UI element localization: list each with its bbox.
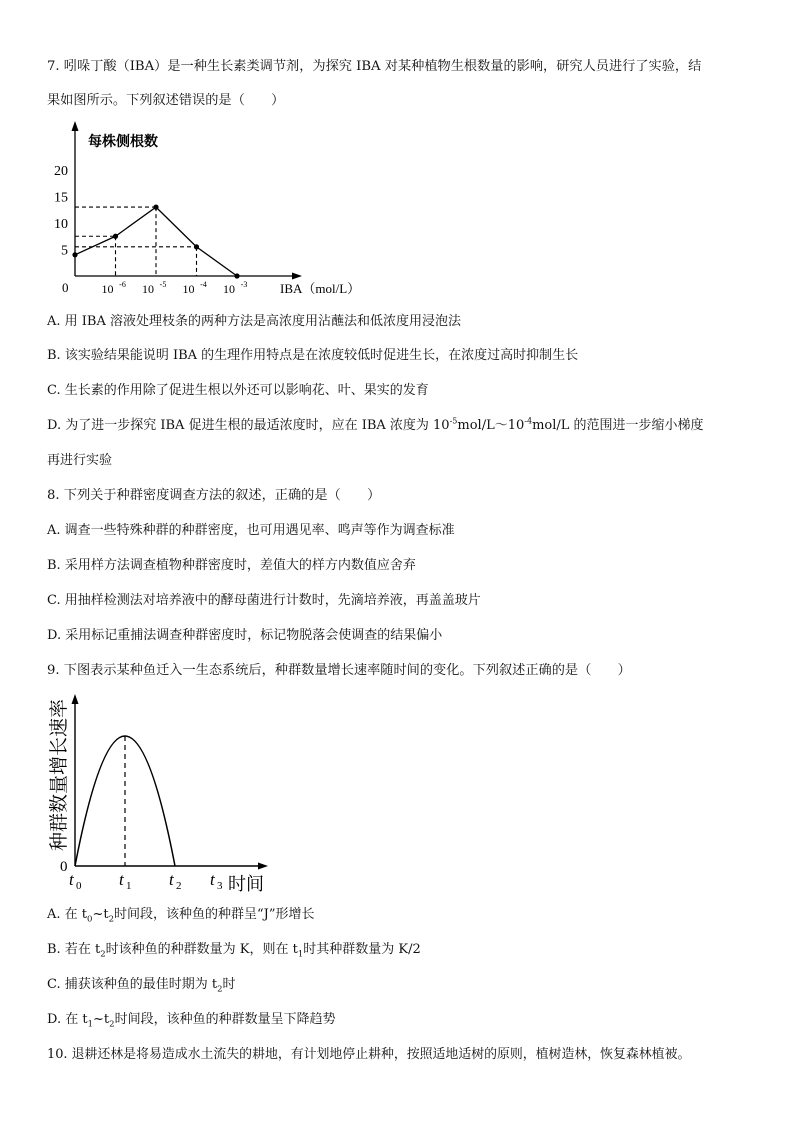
data-point [72, 252, 77, 257]
opt-text: A. 在 t [47, 907, 88, 922]
y-tick-label: 15 [54, 190, 68, 206]
x-tick-label: 10 [223, 282, 235, 296]
opt-text: C. 捕获该种鱼的最佳时期为 t [47, 977, 218, 992]
x-tick-label: t [210, 870, 215, 889]
x-tick-label: t [69, 870, 74, 889]
y-axis-arrow [72, 694, 79, 704]
opt-text: 时其种群数量为 K/2 [303, 942, 421, 957]
data-point [194, 244, 199, 249]
q7-stem-line2: 果如图所示。下列叙述错误的是（ ） [47, 93, 285, 108]
x-tick-label: 10 [182, 282, 195, 296]
sub: 2 [217, 984, 223, 995]
origin-label: 0 [60, 859, 68, 875]
opt-text: 时该种鱼的种群数量为 K，则在 t [105, 942, 298, 957]
y-tick-label: 5 [61, 243, 68, 259]
x-tick-sub: 2 [176, 880, 182, 892]
x-tick-exp: -4 [200, 280, 207, 289]
growth-rate-chart [44, 690, 284, 900]
q7-stem-line1: 7. 吲哚丁酸（IBA）是一种生长素类调节剂，为探究 IBA 对某种植物生根数量的影响，研究人员进行了实验，结 [47, 59, 702, 74]
x-tick-label: 10 [101, 282, 114, 296]
sub: 1 [87, 1019, 94, 1030]
opt-text: 时 [222, 977, 236, 992]
x-tick-exp: -3 [240, 280, 248, 289]
sub: 1 [297, 949, 304, 960]
y-tick-label: 20 [54, 164, 68, 179]
x-tick-label: t [119, 870, 124, 889]
x-tick-sub: 3 [217, 880, 223, 892]
data-point [234, 273, 239, 278]
opt-text: 时间段，该种鱼的种群呈“J”形增长 [113, 907, 315, 922]
q8-option-c[interactable]: C. 用抽样检测法对培养液中的酵母菌进行计数时，先滴培养液，再盖盖玻片 [47, 593, 481, 608]
opt-d-text: D. 为了进一步探究 IBA 促进生根的最适浓度时，应在 IBA 浓度为 10 [47, 418, 450, 433]
iba-chart [50, 118, 361, 298]
x-tick-label: t [169, 870, 174, 889]
opt-text: ~t [92, 907, 109, 922]
sub: 2 [109, 1019, 115, 1030]
x-tick-label: 10 [142, 282, 154, 296]
x-tick-sub: 0 [76, 880, 82, 892]
q8-stem: 8. 下列关于种群密度调查方法的叙述，正确的是（ ） [47, 488, 381, 503]
q8-option-b[interactable]: B. 采用样方法调查植物种群密度时，差值大的样方内数值应舍弃 [47, 558, 416, 573]
q8-option-d[interactable]: D. 采用标记重捕法调查种群密度时，标记物脱落会使调查的结果偏小 [47, 628, 443, 643]
q8-option-a[interactable]: A. 调查一些特殊种群的种群密度，也可用遇见率、鸣声等作为调查标准 [47, 523, 455, 538]
x-axis-label: IBA（mol/L） [280, 281, 361, 296]
y-axis-label: 种群数量增长速率 [49, 698, 70, 852]
q9-option-c[interactable] [47, 976, 236, 994]
x-axis-arrow [292, 273, 302, 280]
x-tick-exp: -6 [119, 280, 126, 289]
x-tick-exp: -5 [159, 280, 167, 289]
opt-d-text: mol/L～10 [457, 418, 525, 433]
y-tick-label: 10 [54, 217, 68, 232]
q9-option-b[interactable] [47, 941, 421, 959]
x-tick-sub: 1 [126, 880, 132, 892]
q9-stem: 9. 下图表示某种鱼迁入一生态系统后，种群数量增长速率随时间的变化。下列叙述正确的是（ ） [47, 663, 631, 678]
exp: -5 [449, 416, 458, 426]
x-axis-label: 时间 [228, 874, 264, 894]
opt-text: B. 若在 t [47, 942, 101, 957]
opt-text: D. 在 t [47, 1012, 88, 1027]
y-axis-label: 每株侧根数 [88, 135, 158, 150]
y-axis-arrow [72, 121, 79, 131]
dashed-guides [75, 207, 197, 276]
q9-option-d[interactable] [47, 1011, 336, 1029]
q7-option-d[interactable] [47, 417, 704, 435]
exp: -4 [524, 416, 533, 426]
sub: 2 [108, 914, 114, 925]
q10-stem: 10. 退耕还林是将易造成水土流失的耕地，有计划地停止耕种，按照适地适树的原则，植树造林，恢复森林植被。 [47, 1047, 691, 1062]
q7-option-b[interactable]: B. 该实验结果能说明 IBA 的生理作用特点是在浓度较低时促进生长，在浓度过高时抑制生长 [47, 348, 579, 363]
opt-text: ~t [93, 1012, 110, 1027]
data-point [153, 205, 158, 210]
q7-option-a[interactable]: A. 用 IBA 溶液处理枝条的两种方法是高浓度用沾蘸法和低浓度用浸泡法 [47, 314, 461, 329]
q7-option-c[interactable]: C. 生长素的作用除了促进生根以外还可以影响花、叶、果实的发育 [47, 383, 429, 398]
origin-label: 0 [62, 280, 69, 295]
opt-text: 时间段，该种鱼的种群数量呈下降趋势 [114, 1012, 336, 1027]
sub: 0 [87, 914, 93, 925]
data-point [113, 234, 118, 239]
q9-option-a[interactable] [47, 906, 315, 924]
q7-option-d-line2: 再进行实验 [47, 453, 113, 468]
x-axis-arrow [258, 863, 268, 870]
opt-d-text: mol/L 的范围进一步缩小梯度 [532, 418, 704, 433]
sub: 2 [100, 949, 106, 960]
